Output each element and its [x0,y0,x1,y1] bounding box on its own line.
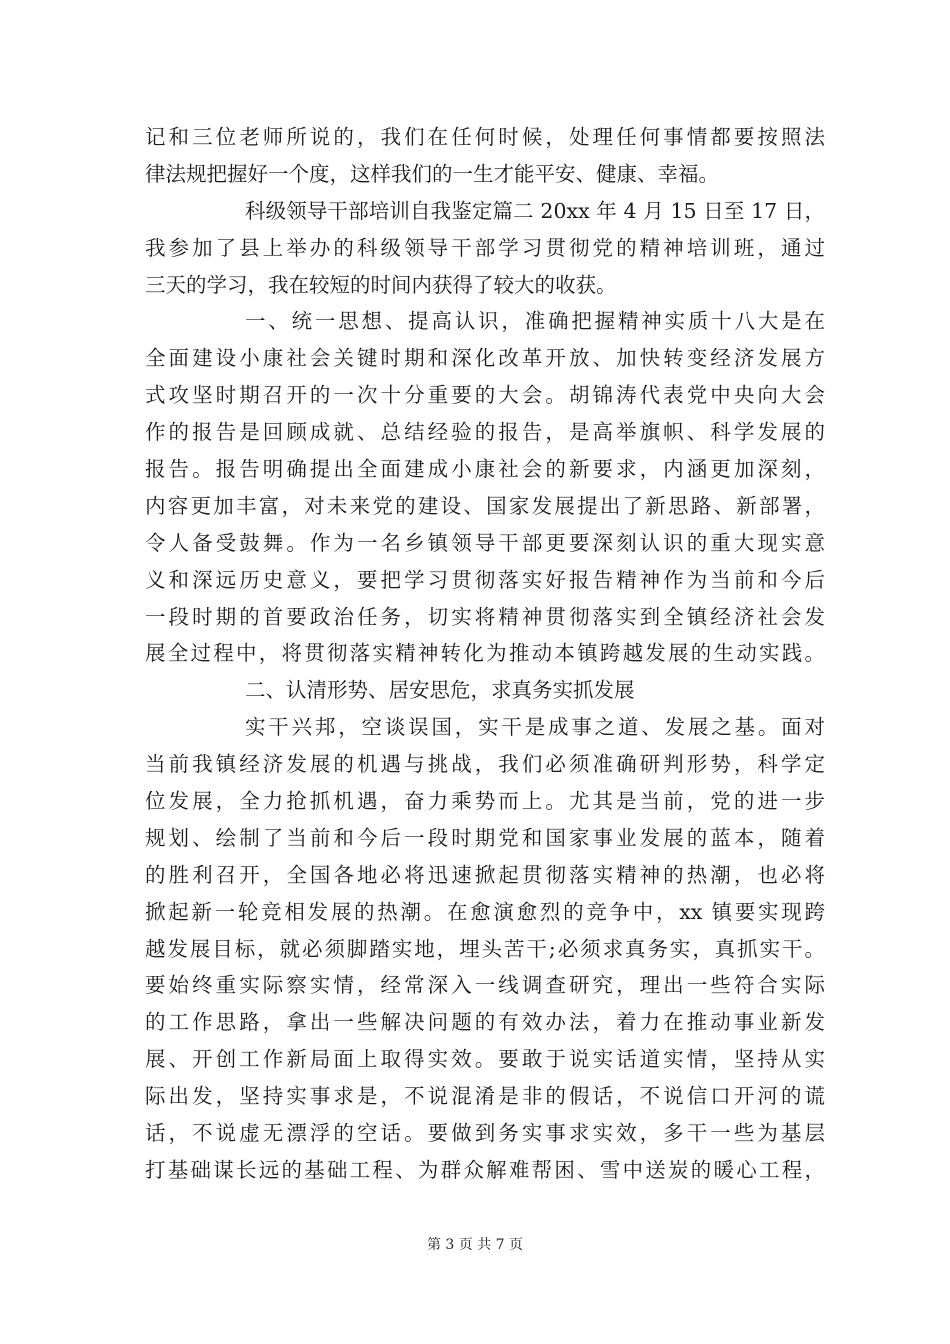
text-line: 报告。报告明确提出全面建成小康社会的新要求，内涵更加深刻， [145,457,825,482]
text-line: 内容更加丰富，对未来党的建设、国家发展提出了新思路、新部署， [145,493,825,518]
text-line: 令人备受鼓舞。作为一名乡镇领导干部更要深刻认识的重大现实意 [145,530,825,555]
text-line: 话，不说虚无漂浮的空话。要做到务实事求实效，多干一些为基层 [145,1121,825,1146]
text-line: 三天的学习，我在较短的时间内获得了较大的收获。 [145,272,617,297]
text-line: 科级领导干部培训自我鉴定篇二 20xx 年 4 月 15 日至 17 日， [245,198,825,223]
text-line: 的工作思路，拿出一些解决问题的有效办法，着力在推动事业新发 [145,1010,825,1035]
text-line: 掀起新一轮竞相发展的热潮。在愈演愈烈的竞争中，xx 镇要实现跨 [145,899,825,924]
text-line: 一段时期的首要政治任务，切实将精神贯彻落实到全镇经济社会发 [145,604,825,629]
text-line: 我参加了县上举办的科级领导干部学习贯彻党的精神培训班，通过 [145,235,825,260]
text-line: 位发展，全力抢抓机遇，奋力乘势而上。尤其是当前，党的进一步 [145,789,825,814]
text-line: 作的报告是回顾成就、总结经验的报告，是高举旗帜、科学发展的 [145,420,825,445]
text-line: 际出发，坚持实事求是，不说混淆是非的假话，不说信口开河的谎 [145,1084,825,1109]
text-line: 记和三位老师所说的，我们在任何时候，处理任何事情都要按照法 [145,125,825,149]
document-body [145,119,825,1189]
text-line: 规划、绘制了当前和今后一段时期党和国家事业发展的蓝本，随着 [145,825,825,850]
section-heading-2: 二、认清形势、居安思危，求真务实抓发展 [245,678,635,703]
text-line: 越发展目标，就必须脚踏实地，埋头苦干;必须求真务实，真抓实干。 [145,936,825,961]
section-heading-1: 一、统一思想、提高认识，准确把握精神实质十八大是在 [245,309,825,334]
page-footer [0,1236,950,1254]
page-number-label: 第 3 页 共 7 页 [426,1237,524,1253]
text-line: 展全过程中，将贯彻落实精神转化为推动本镇跨越发展的生动实践。 [145,641,825,666]
text-line: 当前我镇经济发展的机遇与挑战，我们必须准确研判形势，科学定 [145,752,825,777]
text-line: 义和深远历史意义，要把学习贯彻落实好报告精神作为当前和今后 [145,567,825,592]
text-line: 律法规把握好一个度，这样我们的一生才能平安、健康、幸福。 [145,161,719,186]
text-line: 要始终重实际察实情，经常深入一线调查研究，理出一些符合实际 [145,973,825,998]
text-line: 全面建设小康社会关键时期和深化改革开放、加快转变经济发展方 [145,346,825,371]
text-line: 展、开创工作新局面上取得实效。要敢于说实话道实情，坚持从实 [145,1047,825,1072]
text-line: 式攻坚时期召开的一次十分重要的大会。胡锦涛代表党中央向大会 [145,383,825,408]
text-line: 实干兴邦，空谈误国，实干是成事之道、发展之基。面对 [245,715,825,740]
text-line: 打基础谋长远的基础工程、为群众解难帮困、雪中送炭的暖心工程， [145,1157,825,1182]
text-line: 的胜利召开，全国各地必将迅速掀起贯彻落实精神的热潮，也必将 [145,862,825,887]
